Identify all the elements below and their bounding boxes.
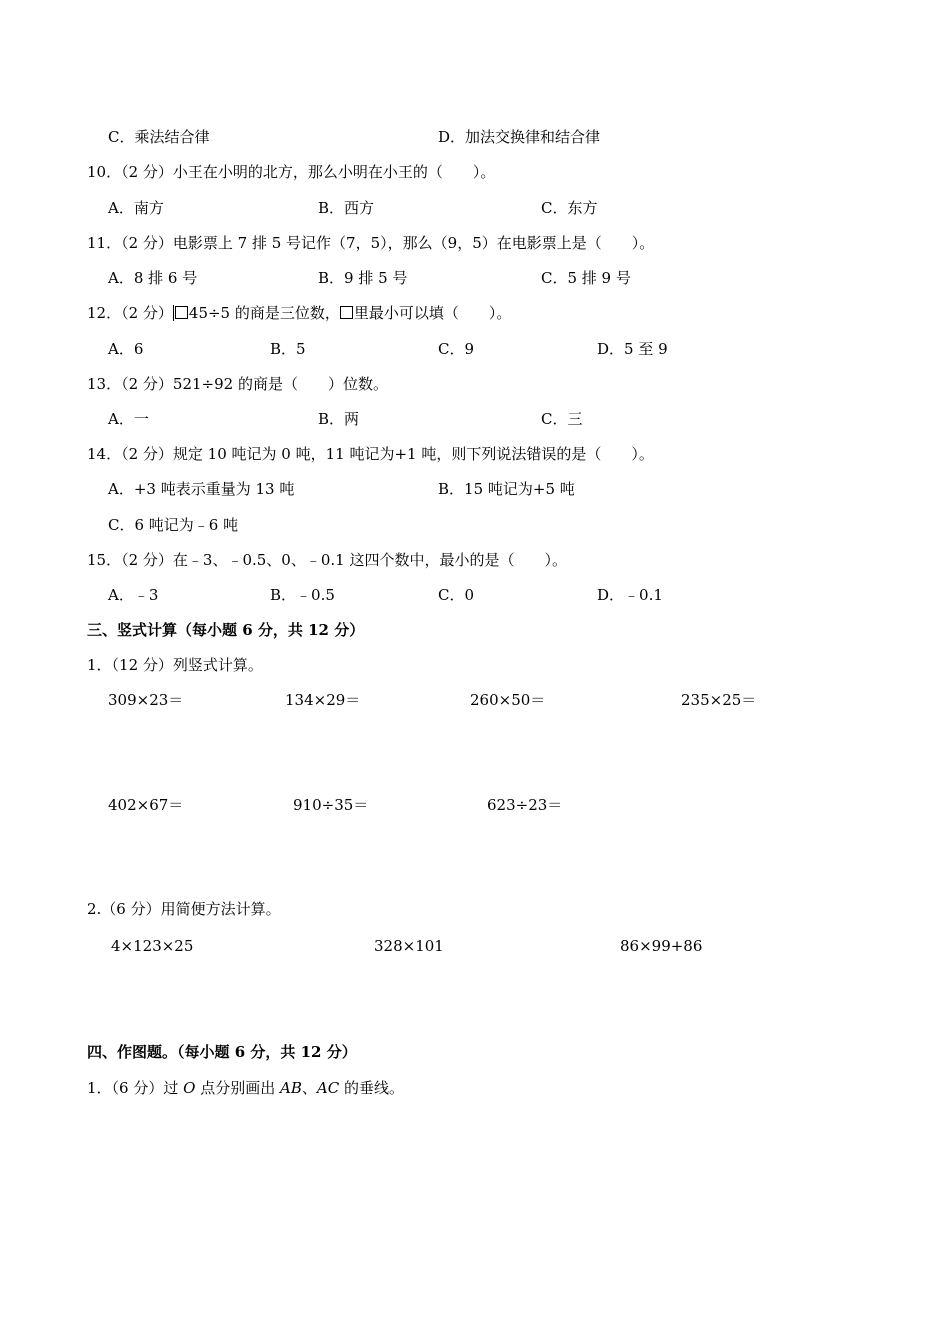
- section-4-heading: 四、作图题。（每小题 6 分，共 12 分）: [87, 1043, 357, 1061]
- q10-stem: 10．（2 分）小王在小明的北方，那么小明在小王的（ ）。: [87, 163, 496, 181]
- q9-option-c: C．乘法结合律: [108, 128, 210, 146]
- q15-option-d: D．﹣0.1: [597, 586, 663, 604]
- calc-item: 134×29＝: [285, 691, 361, 709]
- q1-suffix: 的垂线。: [339, 1079, 404, 1097]
- q12-option-c: C．9: [438, 340, 475, 358]
- blank-box-icon: [340, 306, 353, 319]
- q10-option-c: C．东方: [541, 199, 598, 217]
- q12-stem: [87, 303, 511, 323]
- calc-item: 402×67＝: [108, 796, 184, 814]
- point-o: O: [183, 1079, 196, 1097]
- q12-stem-prefix: 12．（2 分）: [87, 304, 173, 322]
- q1-prefix: 1．（6 分）过: [87, 1079, 184, 1097]
- section-3-q1-stem: 1．（12 分）列竖式计算。: [87, 656, 263, 674]
- separator: 、: [301, 1079, 317, 1097]
- section-4-q1-stem: [87, 1078, 404, 1098]
- q14-stem: 14．（2 分）规定 10 吨记为 0 吨，11 吨记为+1 吨，则下列说法错误的是（ ）。: [87, 445, 654, 463]
- q14-option-b: B．15 吨记为+5 吨: [438, 480, 575, 498]
- q15-option-c: C．0: [438, 586, 475, 604]
- q13-option-b: B．两: [318, 410, 360, 428]
- q11-stem: 11．（2 分）电影票上 7 排 5 号记作（7，5），那么（9，5）在电影票上是（ ）。: [87, 234, 655, 252]
- q14-option-c: C．6 吨记为﹣6 吨: [108, 516, 239, 534]
- section-3-heading: 三、竖式计算（每小题 6 分，共 12 分）: [87, 621, 365, 639]
- calc-item: 623÷23＝: [487, 796, 563, 814]
- q15-stem: 15．（2 分）在﹣3、﹣0.5、0、﹣0.1 这四个数中，最小的是（ ）。: [87, 551, 567, 569]
- q13-stem: 13．（2 分）521÷92 的商是（ ）位数。: [87, 375, 388, 393]
- q15-option-b: B．﹣0.5: [270, 586, 335, 604]
- calc-item: 309×23＝: [108, 691, 184, 709]
- q15-option-a: A．﹣3: [108, 586, 159, 604]
- section-3-q2-stem: 2.（6 分）用简便方法计算。: [87, 900, 281, 918]
- calc-item: 235×25＝: [681, 691, 757, 709]
- simplify-item: 328×101: [374, 937, 444, 955]
- q12-stem-mid: 45÷5 的商是三位数，: [188, 304, 340, 322]
- q10-option-a: A．南方: [108, 199, 164, 217]
- q12-stem-suffix: 里最小可以填（ ）。: [353, 304, 512, 322]
- segment-ac: AC: [316, 1079, 340, 1097]
- q13-option-a: A．一: [108, 410, 149, 428]
- q13-option-c: C．三: [541, 410, 583, 428]
- simplify-item: 4×123×25: [111, 937, 194, 955]
- q12-option-d: D．5 至 9: [597, 340, 668, 358]
- q11-option-b: B．9 排 5 号: [318, 269, 408, 287]
- segment-ab: AB: [279, 1079, 302, 1097]
- q10-option-b: B．西方: [318, 199, 375, 217]
- simplify-item: 86×99+86: [620, 937, 703, 955]
- q12-option-a: A．6: [108, 340, 144, 358]
- q11-option-a: A．8 排 6 号: [108, 269, 198, 287]
- q14-option-a: A．+3 吨表示重量为 13 吨: [108, 480, 295, 498]
- q11-option-c: C．5 排 9 号: [541, 269, 631, 287]
- calc-item: 260×50＝: [470, 691, 546, 709]
- q9-option-d: D．加法交换律和结合律: [438, 128, 601, 146]
- calc-item: 910÷35＝: [293, 796, 369, 814]
- cursor-bar-icon: [173, 305, 174, 321]
- q1-mid: 点分别画出: [195, 1079, 280, 1097]
- blank-box-icon: [175, 306, 188, 319]
- q12-option-b: B．5: [270, 340, 306, 358]
